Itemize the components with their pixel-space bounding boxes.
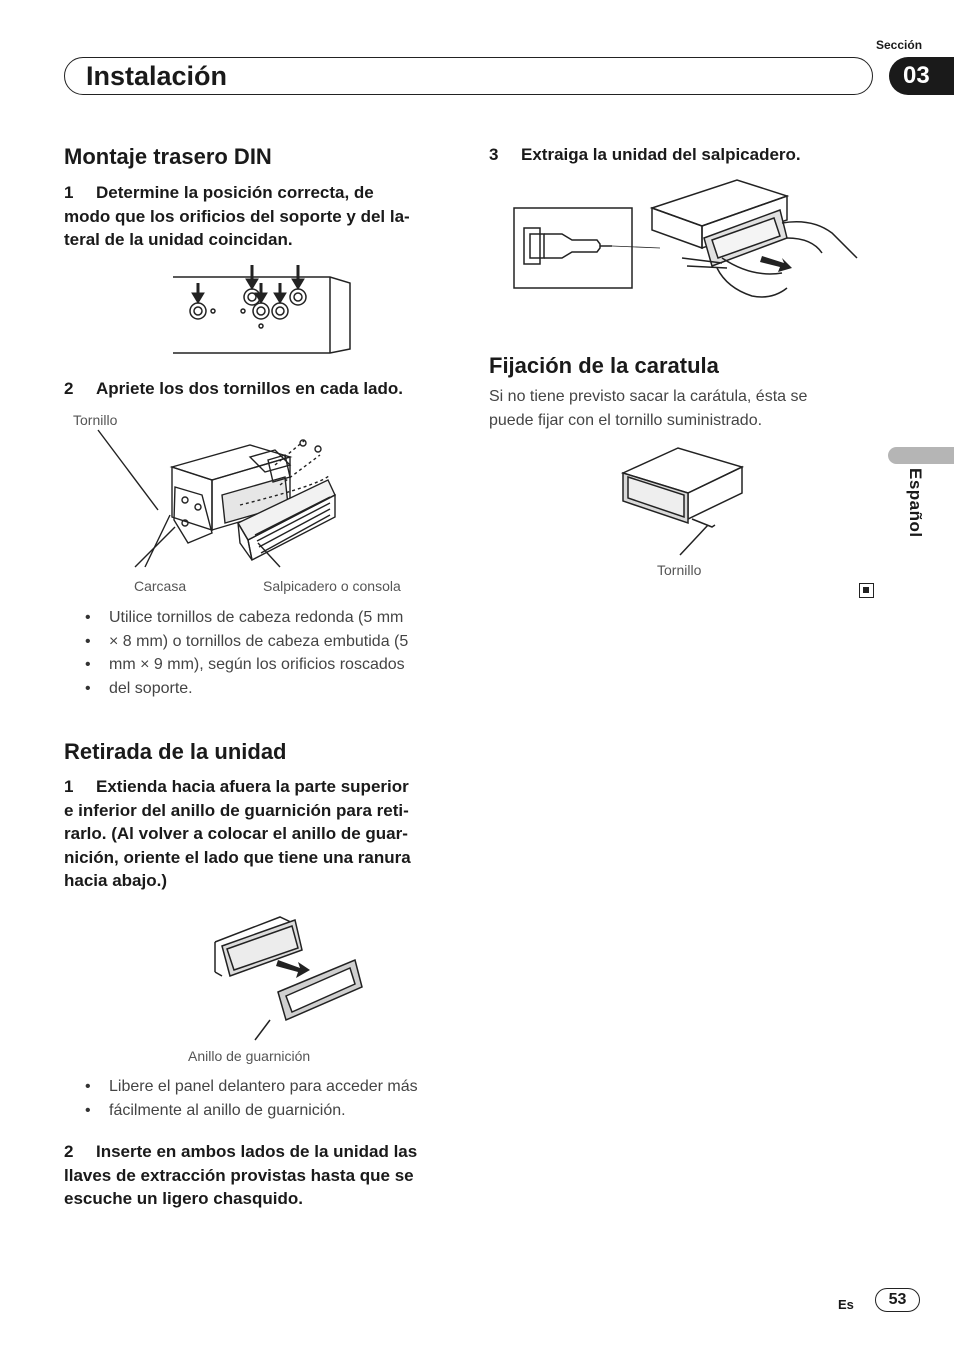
bullet-line: • Utilice tornillos de cabeza redonda (5 mm: [109, 606, 459, 630]
step-text-line: escuche un ligero chasquido.: [64, 1189, 303, 1208]
figure-extract-unit: [512, 178, 862, 313]
body-line: Si no tiene previsto sacar la carátula, ésta se: [489, 388, 808, 405]
montaje-step-1: [64, 181, 454, 252]
label-screw: Tornillo: [73, 412, 118, 428]
footer-language-code: Es: [838, 1297, 854, 1312]
bullet-line: • fácilmente al anillo de guarnición.: [109, 1099, 459, 1123]
step-text-line: rarlo. (Al volver a colocar el anillo de guar-: [64, 824, 408, 843]
label-housing: Carcasa: [134, 578, 187, 594]
bullet-line: • × 8 mm) o tornillos de cabeza embutida (5: [109, 630, 459, 654]
step-text-line: hacia abajo.): [64, 871, 167, 890]
section-label: Sección: [876, 38, 923, 52]
heading-retirada: Retirada de la unidad: [64, 739, 287, 764]
label-dashboard: Salpicadero o consola: [263, 578, 401, 594]
label-screw-faceplate: Tornillo: [657, 562, 702, 578]
step-text-line: e inferior del anillo de guarnición para reti-: [64, 800, 409, 820]
language-tab: [888, 447, 954, 464]
bullet-line: • Libere el panel delantero para acceder más: [109, 1075, 459, 1099]
figure-faceplate-screw: [620, 445, 745, 557]
page-number: 53: [875, 1288, 920, 1312]
page-title: Instalación: [86, 61, 228, 91]
retirada-step-3: [489, 143, 801, 167]
figure-trim-ring: [210, 912, 370, 1042]
step-text-line: nición, oriente el lado que tiene una ranura: [64, 847, 411, 867]
step-text-line: Determine la posición correcta, de: [96, 183, 374, 202]
step-text: Extraiga la unidad del salpicadero.: [521, 145, 801, 164]
end-of-section-icon: [859, 583, 874, 598]
bullet-line: • mm × 9 mm), según los orificios roscados: [109, 653, 459, 677]
step-text-line: Inserte en ambos lados de la unidad las: [96, 1142, 418, 1161]
step-number: 1: [64, 183, 74, 202]
heading-fijacion: Fijación de la caratula: [489, 353, 719, 378]
label-trim-ring: Anillo de guarnición: [188, 1048, 311, 1064]
figure-hole-alignment: [170, 265, 355, 357]
retirada-step-1: [64, 775, 459, 893]
step-text-line: Extienda hacia afuera la parte superior: [96, 777, 409, 796]
step-text-line: modo que los orificios del soporte y del la-: [64, 206, 410, 226]
retirada-bullet: [109, 1075, 459, 1122]
language-label: Español: [906, 468, 925, 538]
montaje-step-2: [64, 377, 403, 401]
body-line: puede fijar con el tornillo suministrado.: [489, 412, 763, 429]
step-number: 1: [64, 777, 74, 796]
step-text-line: llaves de extracción provistas hasta que se: [64, 1165, 414, 1185]
step-text-line: teral de la unidad coincidan.: [64, 230, 293, 249]
fijacion-body: [489, 385, 869, 433]
heading-montaje: Montaje trasero DIN: [64, 144, 272, 169]
retirada-step-2: [64, 1140, 459, 1211]
step-number: 2: [64, 379, 74, 398]
figure-screw-bracket: [90, 425, 440, 575]
step-text: Apriete los dos tornillos en cada lado.: [96, 379, 404, 398]
bullet-line: • del soporte.: [109, 677, 459, 701]
montaje-bullet: [109, 606, 459, 700]
step-number: 3: [489, 145, 499, 164]
section-number-badge: 03: [889, 57, 954, 95]
step-number: 2: [64, 1142, 74, 1161]
